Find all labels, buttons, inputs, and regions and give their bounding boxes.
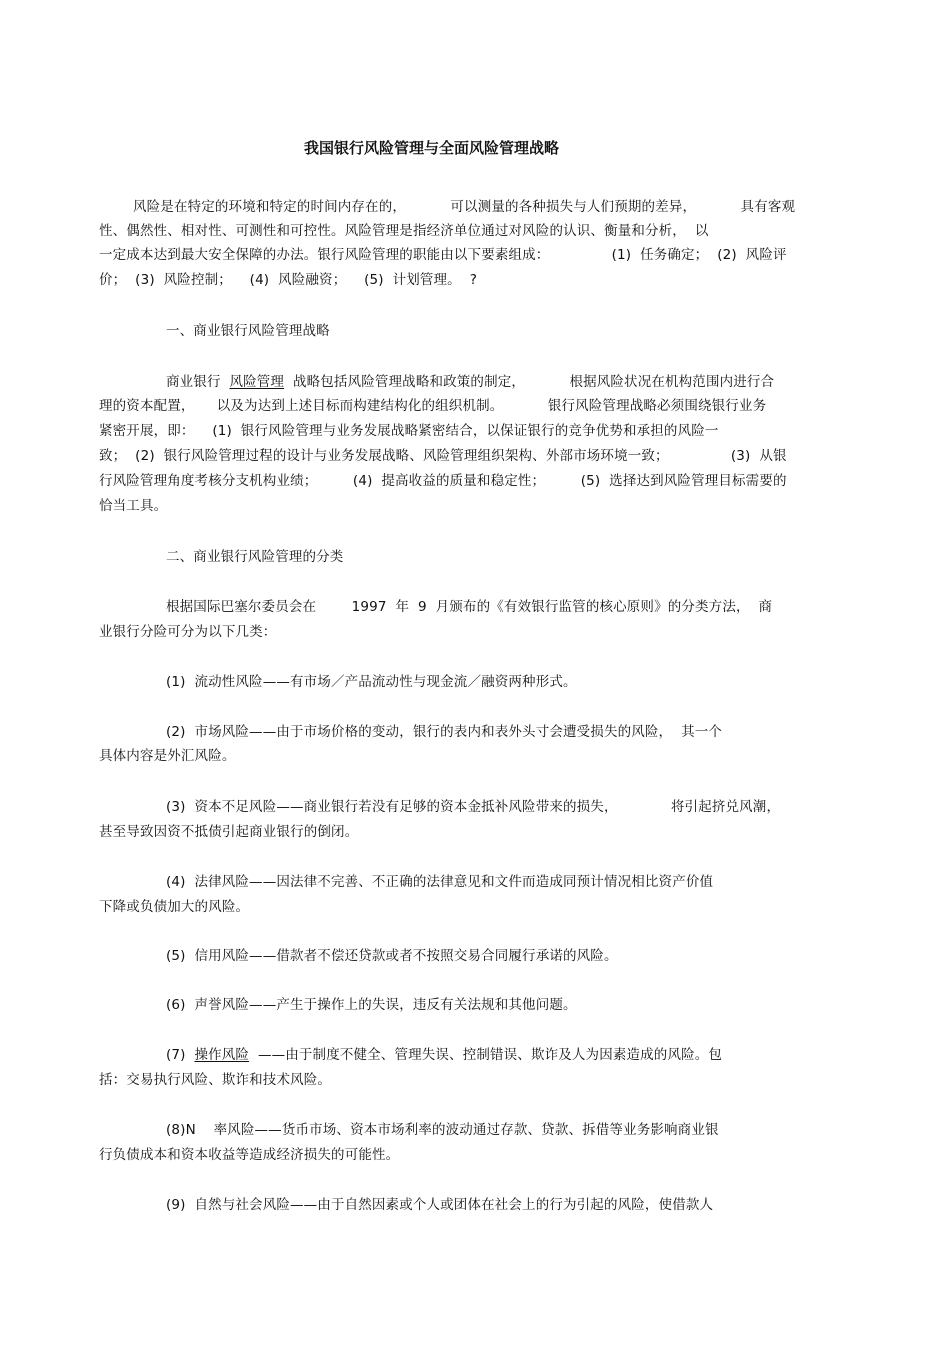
paragraph-line: 根据国际巴塞尔委员会在 1997 年 9 月颁布的《有效银行监管的核心原则》的分类方法， 商: [166, 599, 773, 615]
paragraph-line: (4) 法律风险——因法律不完善、不正确的法律意见和文件而造成同预计情况相比资产价值: [166, 874, 714, 890]
paragraph-line: 具体内容是外汇风险。: [99, 748, 236, 764]
text-span: (7): [166, 1047, 195, 1063]
paragraph-line: 风险是在特定的环境和特定的时间内存在的， 可以测量的各种损失与人们预期的差异， 具有客观: [133, 199, 796, 215]
paragraph-line: 价； (3) 风险控制； (4) 风险融资； (5) 计划管理。 ?: [99, 272, 478, 288]
paragraph-line: [166, 372, 774, 392]
paragraph-line: (9) 自然与社会风险——由于自然因素或个人或团体在社会上的行为引起的风险，使借款人: [166, 1197, 714, 1213]
paragraph-line: 甚至导致因资不抵债引起商业银行的倒闭。: [99, 824, 359, 840]
text-span: 战略包括风险管理战略和政策的制定， 根据风险状况在机构范围内进行合: [284, 374, 775, 390]
paragraph-line: (3) 资本不足风险——商业银行若没有足够的资本金抵补风险带来的损失， 将引起挤兑风潮，: [166, 799, 781, 815]
paragraph-line: 下降或负债加大的风险。: [99, 899, 250, 915]
paragraph-line: (6) 声誉风险——产生于操作上的失误，违反有关法规和其他问题。: [166, 997, 577, 1013]
paragraph-line: 业银行分险可分为以下几类：: [99, 624, 277, 640]
paragraph-line: (1) 流动性风险——有市场／产品流动性与现金流／融资两种形式。: [166, 674, 577, 690]
risk-management-link[interactable]: 风险管理: [229, 374, 285, 390]
paragraph-line: (5) 信用风险——借款者不偿还贷款或者不按照交易合同履行承诺的风险。: [166, 948, 618, 964]
paragraph-line: 紧密开展，即： (1) 银行风险管理与业务发展战略紧密结合，以保证银行的竞争优势和承担的风险一: [99, 423, 719, 439]
paragraph-line: 行负债成本和资本收益等造成经济损失的可能性。: [99, 1147, 400, 1163]
section-heading: 一、商业银行风险管理战略: [166, 323, 330, 339]
paragraph-line: (2) 市场风险——由于市场价格的变动，银行的表内和表外头寸会遭受损失的风险， 其一个: [166, 724, 723, 740]
paragraph-line: 致； (2) 银行风险管理过程的设计与业务发展战略、风险管理组织架构、外部市场环境一致； (3) 从银: [99, 448, 787, 464]
text-span: ——由于制度不健全、管理失误、控制错误、欺诈及人为因素造成的风险。包: [249, 1047, 723, 1063]
paragraph-line: [166, 1045, 722, 1065]
paragraph-line: 一定成本达到最大安全保障的办法。银行风险管理的职能由以下要素组成： (1) 任务确定； (2) 风险评: [99, 247, 787, 263]
paragraph-line: 恰当工具。: [99, 498, 168, 514]
paragraph-line: 括：交易执行风险、欺诈和技术风险。: [99, 1072, 332, 1088]
section-heading: 二、商业银行风险管理的分类: [166, 549, 344, 565]
paragraph-line: 行风险管理角度考核分支机构业绩； (4) 提高收益的质量和稳定性； (5) 选择达到风险管理目标需要的: [99, 473, 787, 489]
text-span: 商业银行: [166, 374, 230, 390]
paragraph-line: (8)N 率风险——货币市场、资本市场利率的波动通过存款、贷款、拆借等业务影响商业银: [166, 1122, 719, 1138]
operational-risk-link[interactable]: 操作风险: [194, 1047, 250, 1063]
page-title: 我国银行风险管理与全面风险管理战略: [304, 139, 560, 157]
paragraph-line: 理的资本配置， 以及为达到上述目标而构建结构化的组织机制。 银行风险管理战略必须围绕银行业务: [99, 398, 767, 414]
paragraph-line: 性、偶然性、相对性、可测性和可控性。风险管理是指经济单位通过对风险的认识、衡量和分析， 以: [99, 223, 709, 239]
